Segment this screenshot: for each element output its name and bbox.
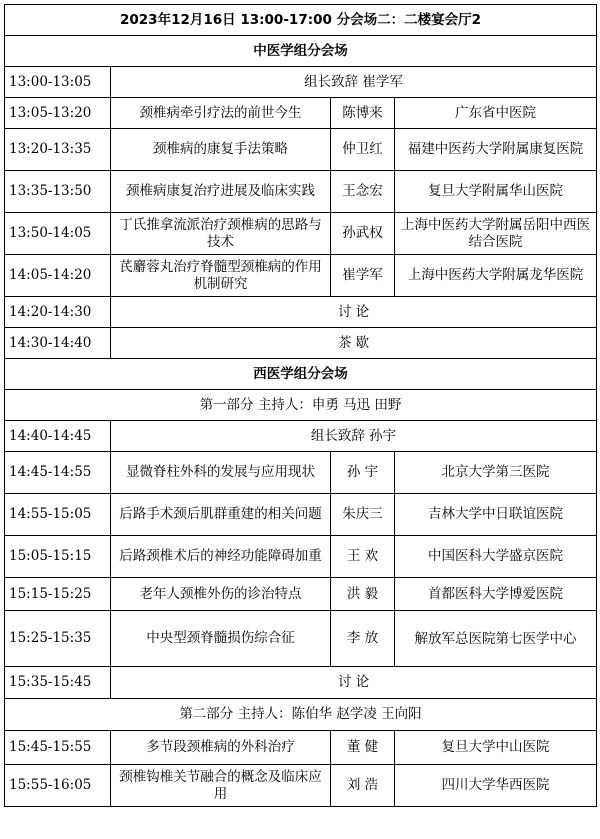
institution-cell: 首都医科大学博爱医院 [395,578,597,611]
topic-cell: 颈椎病康复治疗进展及临床实践 [111,171,331,213]
header-row [5,5,597,36]
wm-section-title: 西医学组分会场 [5,359,597,390]
section-title-row [5,359,597,390]
institution-cell: 广东省中医院 [395,98,597,129]
institution-cell: 复旦大学中山医院 [395,731,597,765]
table-row [5,171,597,213]
table-row [5,452,597,494]
speaker-cell: 李 放 [331,611,395,667]
topic-cell: 显微脊柱外科的发展与应用现状 [111,452,331,494]
topic-cell: 颈椎钩椎关节融合的概念及临床应用 [111,765,331,807]
table-row [5,667,597,699]
institution-cell: 四川大学华西医院 [395,765,597,807]
institution-cell: 吉林大学中日联谊医院 [395,494,597,536]
host-row [5,699,597,731]
time-cell: 15:45-15:55 [5,731,111,765]
tcm-section-title: 中医学组分会场 [5,36,597,67]
section-title-row [5,36,597,67]
topic-cell: 颈椎病的康复手法策略 [111,129,331,171]
speaker-cell: 王念宏 [331,171,395,213]
time-cell: 15:55-16:05 [5,765,111,807]
time-cell: 14:55-15:05 [5,494,111,536]
topic-cell: 丁氏推拿流派治疗颈椎病的思路与技术 [111,213,331,255]
part1-host: 第一部分 主持人：申勇 马迅 田野 [5,390,597,421]
time-cell: 14:45-14:55 [5,452,111,494]
table-row [5,611,597,667]
speaker-cell: 洪 毅 [331,578,395,611]
event-cell: 组长致辞 孙宇 [111,421,597,452]
event-cell: 组长致辞 崔学军 [111,67,597,98]
time-cell: 13:35-13:50 [5,171,111,213]
topic-cell: 多节段颈椎病的外科治疗 [111,731,331,765]
host-row [5,390,597,421]
institution-cell: 上海中医药大学附属龙华医院 [395,255,597,297]
schedule-table [4,4,597,807]
topic-cell: 芪麝蓉丸治疗脊髓型颈椎病的作用机制研究 [111,255,331,297]
topic-cell: 老年人颈椎外伤的诊治特点 [111,578,331,611]
part2-host: 第二部分 主持人：陈伯华 赵学凌 王向阳 [5,699,597,731]
table-row [5,98,597,129]
time-cell: 14:05-14:20 [5,255,111,297]
table-row [5,67,597,98]
time-cell: 13:05-13:20 [5,98,111,129]
time-cell: 15:35-15:45 [5,667,111,699]
topic-cell: 颈椎病牵引疗法的前世今生 [111,98,331,129]
time-cell: 15:15-15:25 [5,578,111,611]
table-row [5,213,597,255]
speaker-cell: 崔学军 [331,255,395,297]
table-row [5,255,597,297]
time-cell: 13:00-13:05 [5,67,111,98]
table-row [5,536,597,578]
institution-cell: 北京大学第三医院 [395,452,597,494]
speaker-cell: 董 健 [331,731,395,765]
table-row [5,328,597,359]
speaker-cell: 陈博来 [331,98,395,129]
time-cell: 13:50-14:05 [5,213,111,255]
time-cell: 14:40-14:45 [5,421,111,452]
speaker-cell: 孙 宇 [331,452,395,494]
table-row [5,765,597,807]
table-row [5,129,597,171]
event-cell: 茶 歇 [111,328,597,359]
institution-cell: 复旦大学附属华山医院 [395,171,597,213]
speaker-cell: 王 欢 [331,536,395,578]
speaker-cell: 刘 浩 [331,765,395,807]
event-cell: 讨 论 [111,297,597,328]
table-row [5,421,597,452]
time-cell: 14:20-14:30 [5,297,111,328]
topic-cell: 中央型颈脊髓损伤综合征 [111,611,331,667]
institution-cell: 中国医科大学盛京医院 [395,536,597,578]
event-cell: 讨 论 [111,667,597,699]
table-row [5,297,597,328]
table-row [5,494,597,536]
topic-cell: 后路颈椎术后的神经功能障碍加重 [111,536,331,578]
session-header: 2023年12月16日 13:00-17:00 分会场二：二楼宴会厅2 [5,5,597,36]
time-cell: 15:05-15:15 [5,536,111,578]
topic-cell: 后路手术颈后肌群重建的相关问题 [111,494,331,536]
institution-cell: 上海中医药大学附属岳阳中西医结合医院 [395,213,597,255]
time-cell: 14:30-14:40 [5,328,111,359]
time-cell: 13:20-13:35 [5,129,111,171]
speaker-cell: 孙武权 [331,213,395,255]
institution-cell: 福建中医药大学附属康复医院 [395,129,597,171]
speaker-cell: 仲卫红 [331,129,395,171]
institution-cell: 解放军总医院第七医学中心 [395,611,597,667]
time-cell: 15:25-15:35 [5,611,111,667]
speaker-cell: 朱庆三 [331,494,395,536]
table-row [5,731,597,765]
table-row [5,578,597,611]
